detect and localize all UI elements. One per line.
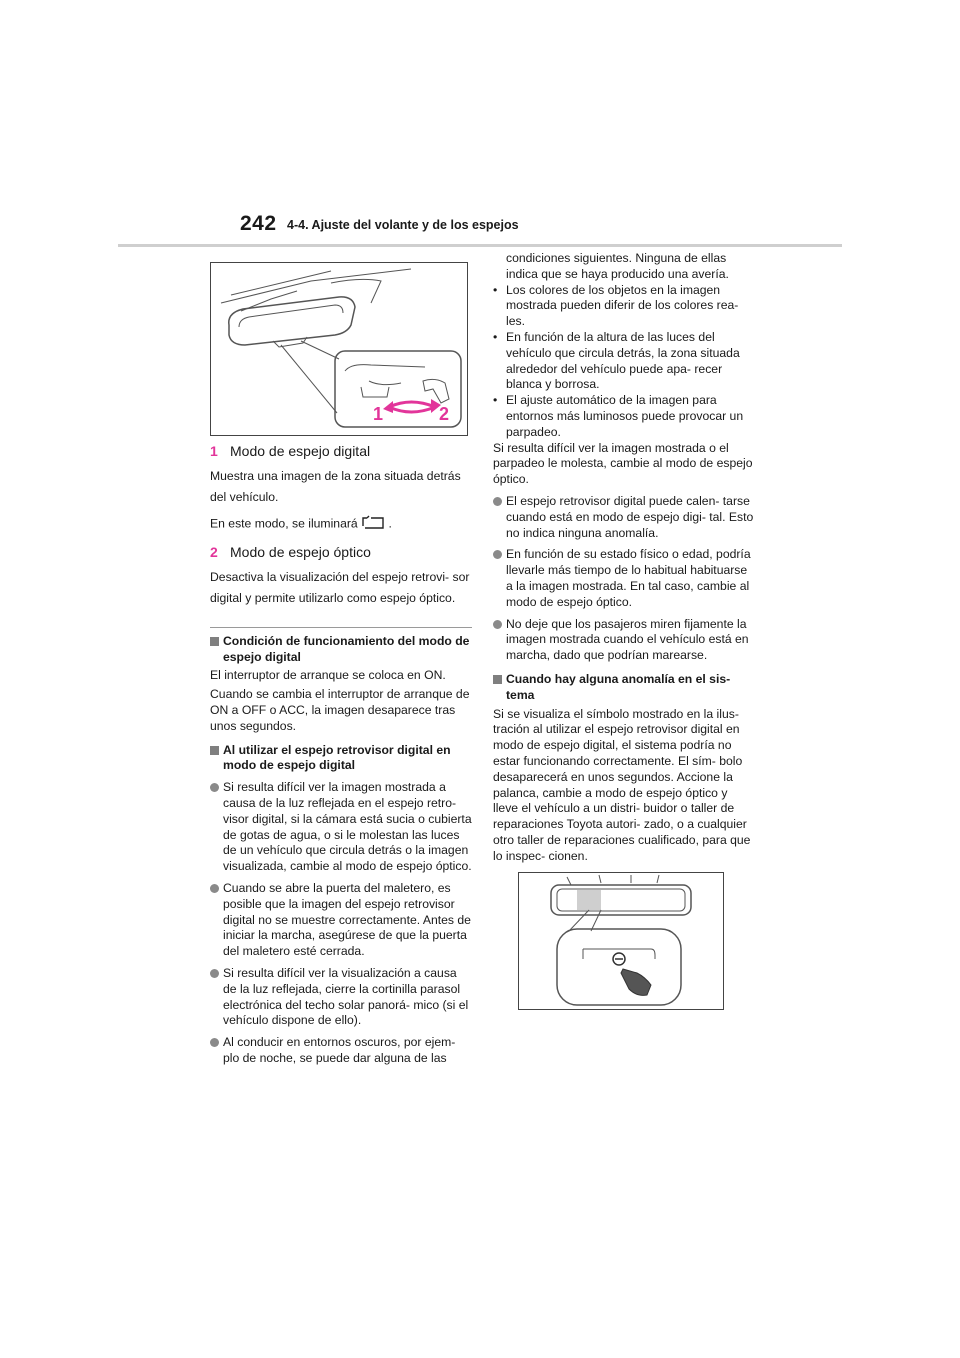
mode-2-description: Desactiva la visualización del espejo retrovi- sor digital y permite utilizarlo como espejo óptico.: [210, 569, 470, 605]
bullet-text: Si resulta difícil ver la imagen mostrada a causa de la luz reflejada en el espejo retro- visor digital, si la cámara está sucia o cubierta de gotas de agua, o si le molestan las luces de un vehículo que circula detrás o la imagen visualizada, cambie al modo de espejo óptico.: [223, 780, 472, 874]
bullet-dot-icon: [493, 620, 502, 629]
bullet-dot-icon: [210, 884, 219, 893]
sub-list-item: [493, 393, 755, 440]
section-heading-3: [493, 672, 755, 704]
sub-list-item: [493, 330, 755, 393]
mode-2-title: Modo de espejo óptico: [230, 543, 371, 560]
section-square-icon: [210, 637, 219, 646]
sub-bullet-mark: •: [493, 329, 498, 344]
section-heading-2-text: Al utilizar el espejo retrovisor digital en modo de espejo digital: [223, 742, 451, 773]
mode-2-number: 2: [210, 543, 218, 560]
list-item: [210, 1035, 472, 1067]
mode-1-note-end: .: [388, 516, 392, 531]
sub-bullet-mark: •: [493, 393, 498, 408]
mode-1-number: 1: [210, 443, 218, 459]
paragraph: El interruptor de arranque se coloca en ON.: [210, 668, 446, 683]
bullet-dot-icon: [210, 1038, 219, 1047]
section-square-icon: [210, 746, 219, 755]
bullet-text: En función de su estado físico o edad, podría llevarle más tiempo de lo habitual habituarse a la imagen mostrada. En tal caso, cambie al modo de espejo óptico.: [506, 547, 751, 609]
callout-label-2: 2: [439, 404, 450, 424]
bullet-text: El espejo retrovisor digital puede calen- tarse cuando está en modo de espejo digi- tal. Esto no indica ninguna anomalía.: [506, 493, 754, 540]
bullet-dot-icon: [210, 969, 219, 978]
mirror-warning-drawing: [519, 873, 723, 1009]
bullet-text: Si resulta difícil ver la visualización a causa de la luz reflejada, cierre la cortinilla parasol electrónica del techo solar panorá- mico (si el vehículo dispone de ello).: [223, 965, 469, 1028]
left-column: [210, 262, 472, 1067]
bullet-text: Cuando se abre la puerta del maletero, es posible que la imagen del espejo retrovisor digital no se muestre correctamente. Antes de iniciar la marcha, asegúrese de que la puerta del maletero esté cerrada.: [223, 880, 471, 959]
section-heading-1-text: Condición de funcionamiento del modo de espejo digital: [223, 633, 470, 664]
mode-1-title: Modo de espejo digital: [230, 443, 371, 459]
bullet-text: No deje que los pasajeros miren fijamente la imagen mostrada cuando el vehículo está en marcha, dado que podrían marearse.: [506, 616, 749, 663]
paragraph: Si se visualiza el símbolo mostrado en la ilus- tración al utilizar el espejo retrovisor digital en modo de espejo digital, el sistema podría no estar funcionando correctamente. El sím- bolo desaparecerá en unos segundos. Accione la palanca, cambie a modo de espejo óptico y lleve el vehículo a un distri- buidor o taller de reparaciones Toyota autori- zado, o a cualquier otro taller de reparaciones cualificado, para que lo inspec- cionen.: [493, 706, 751, 863]
bullet-dot-icon: [493, 550, 502, 559]
mode-1-note: [210, 514, 472, 535]
section-square-icon: [493, 675, 502, 684]
page-number: 242: [240, 212, 277, 235]
sub-bullet-text: Los colores de los objetos en la imagen mostrada pueden diferir de los colores rea- les.: [506, 282, 739, 329]
sub-bullet-mark: •: [493, 282, 498, 297]
mode-1-heading: [210, 442, 472, 460]
bullet-dot-icon: [210, 783, 219, 792]
closing-paragraph: Si resulta difícil ver la imagen mostrada o el parpadeo le molesta, cambie al modo de espejo óptico.: [493, 440, 753, 487]
mode-1-description: Muestra una imagen de la zona situada detrás del vehículo.: [210, 469, 461, 504]
section-heading-1: [210, 634, 472, 666]
bullet-dot-icon: [493, 497, 502, 506]
paragraph: Cuando se cambia el interruptor de arranque de ON a OFF o ACC, la imagen desaparece tras unos segundos.: [210, 687, 470, 733]
warning-symbol-illustration: [518, 872, 724, 1010]
bullet-text: Al conducir en entornos oscuros, por ejem- plo de noche, se puede dar alguna de las: [223, 1035, 456, 1065]
list-item: [210, 966, 472, 1029]
mode-1-note-text: En este modo, se iluminará: [210, 516, 358, 531]
list-item: [210, 881, 472, 960]
section-title: 4-4. Ajuste del volante y de los espejos: [287, 218, 519, 232]
mirror-lever-illustration: [210, 262, 468, 436]
mode-2-heading: [210, 543, 472, 561]
digital-mode-indicator-icon: [361, 514, 385, 535]
list-item: [210, 780, 472, 875]
continuation-text: condiciones siguientes. Ninguna de ellas indica que se haya producido una avería.: [506, 251, 729, 281]
callout-label-1: 1: [373, 404, 384, 424]
mirror-lever-drawing: [211, 263, 467, 435]
list-item: [493, 494, 755, 541]
list-item: [493, 547, 755, 610]
section-divider: [210, 627, 472, 628]
header-rule: [118, 244, 842, 247]
sub-bullet-text: En función de la altura de las luces del vehículo que circula detrás, la zona situada alrededor del vehículo puede apa- recer blanca y borrosa.: [506, 329, 740, 392]
sub-bullet-text: El ajuste automático de la imagen para entornos más luminosos puede provocar un parpadeo.: [506, 393, 744, 439]
sub-list-item: [493, 283, 755, 330]
section-heading-3-text: Cuando hay alguna anomalía en el sis- tema: [506, 671, 731, 702]
list-item: [493, 617, 755, 664]
section-heading-2: [210, 743, 472, 775]
right-column: [493, 251, 755, 1010]
